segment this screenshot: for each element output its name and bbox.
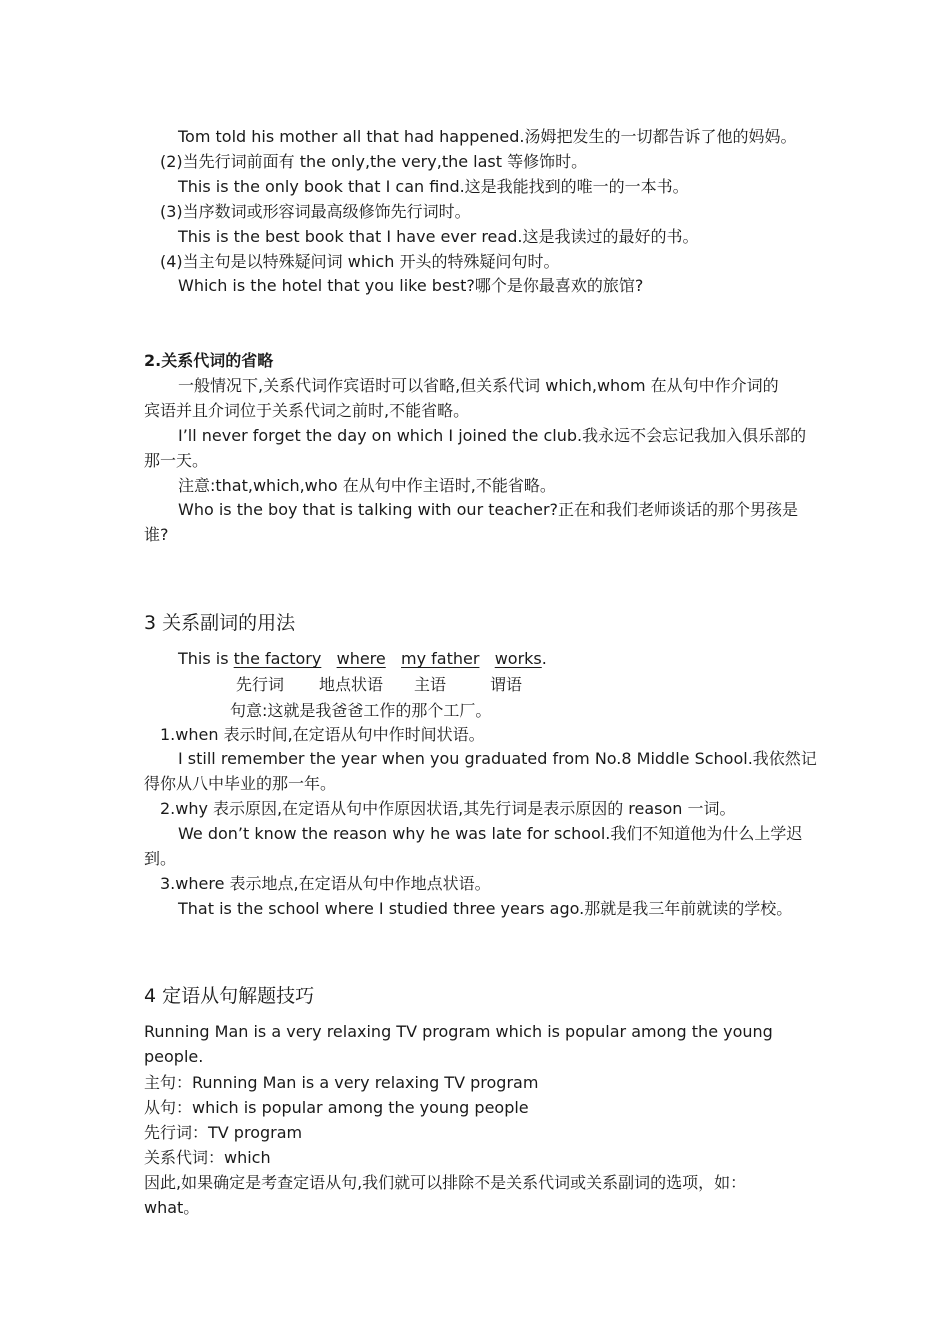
section-2-example-2-line-2: 谁? xyxy=(144,525,169,544)
analysis-sentence xyxy=(178,649,547,669)
rule-2: (2)当先行词前面有 the only,the very,the last 等修饰时。 xyxy=(160,152,588,171)
when-example-line-1: I still remember the year when you graduated from No.8 Middle School.我依然记 xyxy=(178,749,817,768)
label-antecedent: 先行词 xyxy=(236,675,285,694)
example-tom: Tom told his mother all that had happened.汤姆把发生的一切都告诉了他的妈妈。 xyxy=(178,127,797,146)
underlined-antecedent: the factory xyxy=(233,649,322,668)
section-2-paragraph-line-1: 一般情况下,关系代词作宾语时可以省略,但关系代词 which,whom 在从句中作介词的 xyxy=(178,376,779,395)
section-2-heading: 2.关系代词的省略 xyxy=(144,351,274,370)
label-adverbial: 地点状语 xyxy=(319,675,384,694)
underlined-predicate: works xyxy=(494,649,542,668)
relative-pronoun: 关系代词：which xyxy=(144,1148,271,1167)
why-rule: 2.why 表示原因,在定语从句中作原因状语,其先行词是表示原因的 reason 一词。 xyxy=(160,799,736,818)
sentence-meaning: 句意:这就是我爸爸工作的那个工厂。 xyxy=(230,701,492,720)
example-2: This is the only book that I can find.这是我能找到的唯一的一本书。 xyxy=(178,177,689,196)
rule-3: (3)当序数词或形容词最高级修饰先行词时。 xyxy=(160,202,471,221)
underlined-subject: my father xyxy=(401,649,480,668)
when-rule: 1.when 表示时间,在定语从句中作时间状语。 xyxy=(160,725,485,744)
sample-sentence-line-1: Running Man is a very relaxing TV program which is popular among the young xyxy=(144,1022,773,1041)
section-2-note: 注意:that,which,who 在从句中作主语时,不能省略。 xyxy=(178,476,556,495)
section-3-heading: 3 关系副词的用法 xyxy=(144,612,296,634)
section-2-example-1-line-1: I’ll never forget the day on which I joined the club.我永远不会忘记我加入俱乐部的 xyxy=(178,426,807,445)
label-predicate: 谓语 xyxy=(490,675,523,694)
why-example-line-2: 到。 xyxy=(144,849,177,868)
why-example-line-1: We don’t know the reason why he was late for school.我们不知道他为什么上学迟 xyxy=(178,824,803,843)
where-rule: 3.where 表示地点,在定语从句中作地点状语。 xyxy=(160,874,491,893)
sample-sentence-line-2: people. xyxy=(144,1047,204,1066)
main-clause: 主句：Running Man is a very relaxing TV program xyxy=(144,1073,539,1092)
where-example: That is the school where I studied three years ago.那就是我三年前就读的学校。 xyxy=(178,899,793,918)
analysis-suffix: . xyxy=(541,649,547,668)
conclusion-line-1: 因此,如果确定是考查定语从句,我们就可以排除不是关系代词或关系副词的选项，如： xyxy=(144,1173,747,1192)
section-4-heading: 4 定语从句解题技巧 xyxy=(144,985,315,1007)
label-subject: 主语 xyxy=(414,675,447,694)
analysis-prefix: This is xyxy=(178,649,234,668)
example-4: Which is the hotel that you like best?哪个是你最喜欢的旅馆? xyxy=(178,276,644,295)
section-2-example-2-line-1: Who is the boy that is talking with our teacher?正在和我们老师谈话的那个男孩是 xyxy=(178,500,799,519)
underlined-adverbial: where xyxy=(336,649,386,668)
subordinate-clause: 从句：which is popular among the young people xyxy=(144,1098,529,1117)
conclusion-line-2: what。 xyxy=(144,1198,200,1217)
antecedent: 先行词：TV program xyxy=(144,1123,303,1142)
rule-4: (4)当主句是以特殊疑问词 which 开头的特殊疑问句时。 xyxy=(160,252,560,271)
when-example-line-2: 得你从八中毕业的那一年。 xyxy=(144,774,337,793)
example-3: This is the best book that I have ever read.这是我读过的最好的书。 xyxy=(178,227,699,246)
section-2-paragraph-line-2: 宾语并且介词位于关系代词之前时,不能省略。 xyxy=(144,401,470,420)
section-2-example-1-line-2: 那一天。 xyxy=(144,451,209,470)
